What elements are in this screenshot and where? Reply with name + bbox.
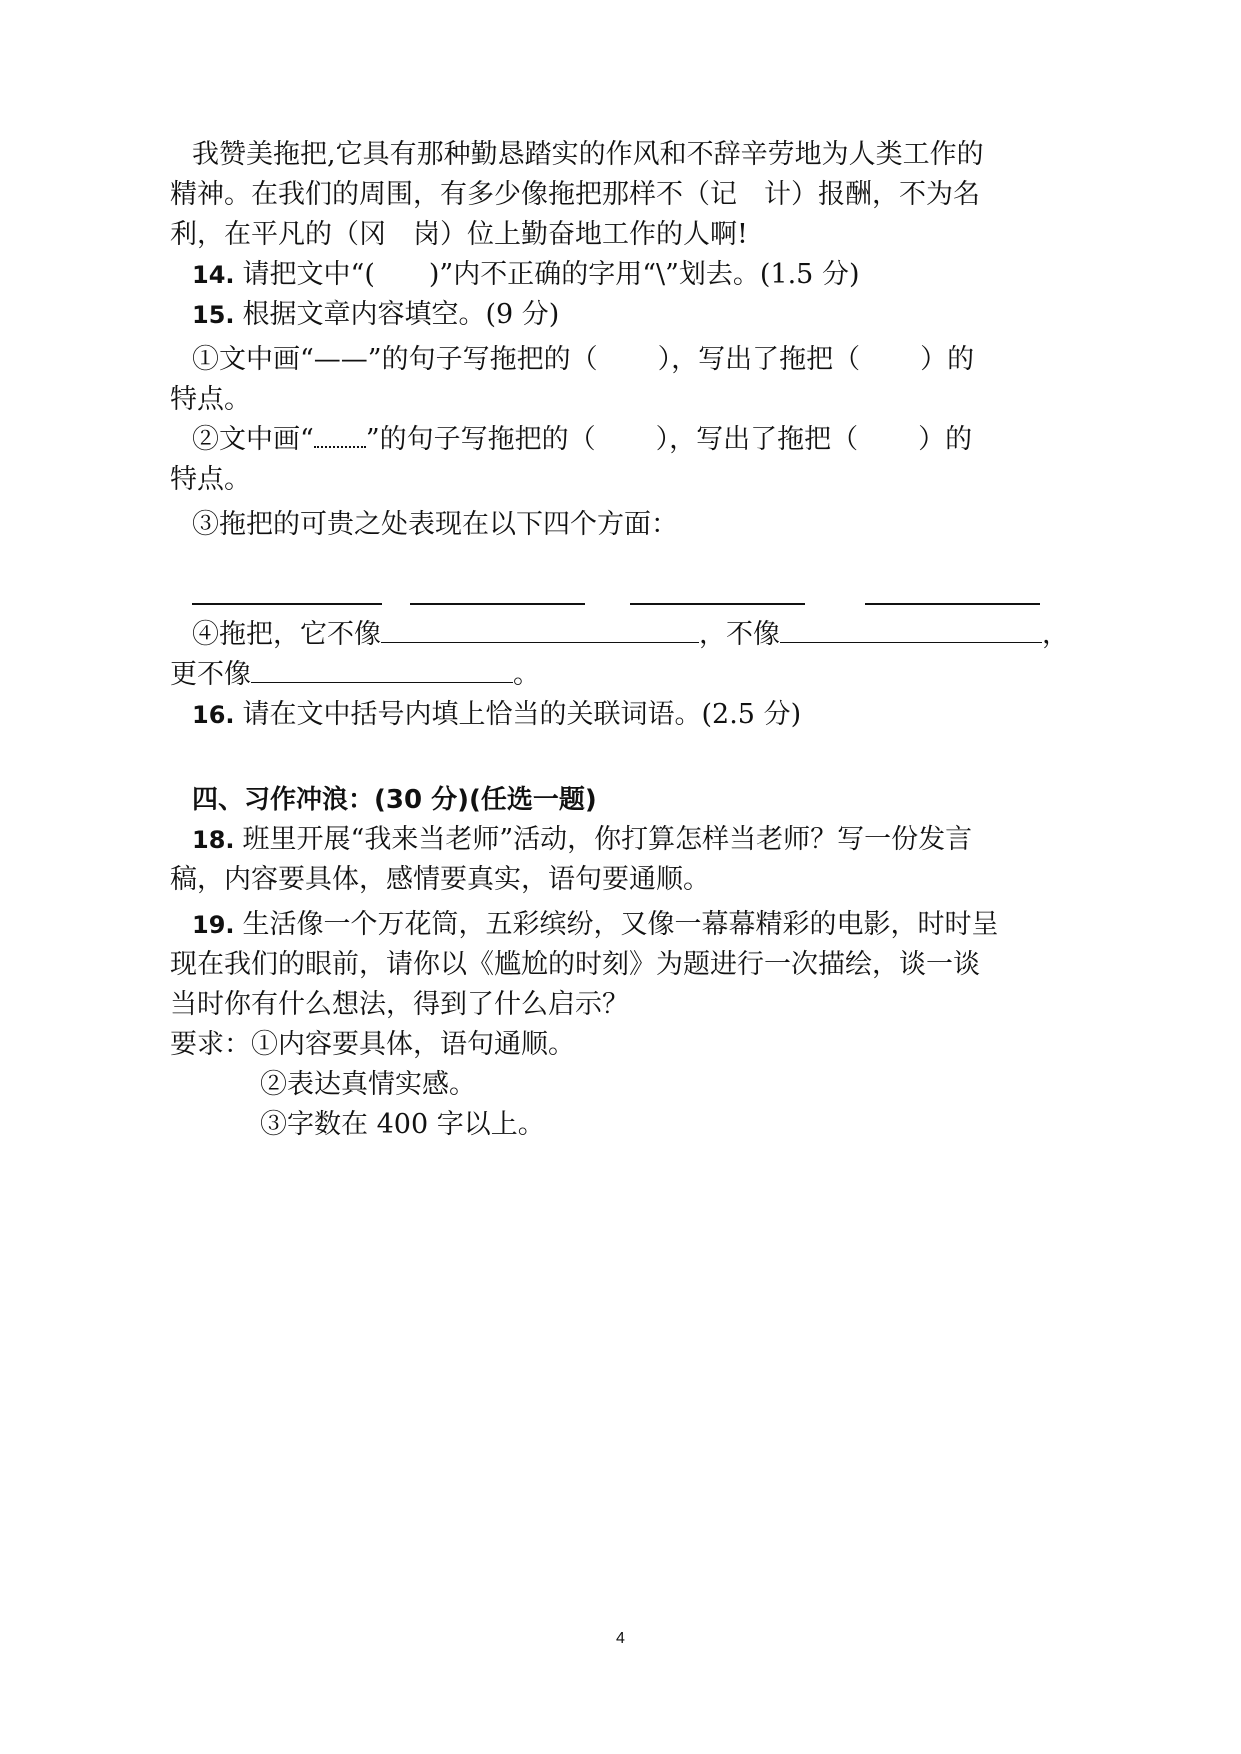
question-19-requirement-3: ③字数在 400 字以上。 xyxy=(260,1109,545,1140)
answer-line[interactable] xyxy=(865,603,1040,605)
fill-blank[interactable] xyxy=(381,616,699,643)
question-text: 请在文中括号内填上恰当的关联词语。(2.5 分) xyxy=(242,699,802,730)
q15-item-2-cont: 特点。 xyxy=(170,464,251,495)
question-number: 18. xyxy=(192,826,235,854)
question-text: 请把文中“( )”内不正确的字用“\”划去。(1.5 分) xyxy=(242,259,860,290)
q15-item-2-part-d: ）的 xyxy=(918,424,973,455)
q15-item-1-part-c: ）的 xyxy=(920,344,975,375)
q15-item-4-cont-a: 更不像 xyxy=(170,659,251,690)
q15-item-4-cont xyxy=(170,655,1070,695)
q15-item-2-part-b: ”的句子写拖把的（ xyxy=(365,424,596,455)
q15-item-2-part-a: ②文中画“ xyxy=(192,424,314,455)
question-14 xyxy=(192,255,1092,295)
passage-line-2: 精神。在我们的周围，有多少像拖把那样不（记 计）报酬，不为名 xyxy=(170,179,980,210)
q15-item-1-part-b: ），写出了拖把（ xyxy=(657,344,861,375)
wavy-underline-mark xyxy=(314,426,366,448)
answer-line[interactable] xyxy=(410,603,585,605)
question-number: 16. xyxy=(192,701,235,729)
question-16 xyxy=(192,695,1092,735)
q15-item-3: ③拖把的可贵之处表现在以下四个方面： xyxy=(192,509,678,540)
question-19-line-2: 现在我们的眼前，请你以《尴尬的时刻》为题进行一次描绘，谈一谈 xyxy=(170,949,980,980)
question-number: 19. xyxy=(192,911,235,939)
question-15 xyxy=(192,295,1092,335)
q15-item-1-part-a: ①文中画“——”的句子写拖把的（ xyxy=(192,344,598,375)
q15-item-4-cont-b: 。 xyxy=(513,659,540,690)
q15-item-1-cont: 特点。 xyxy=(170,384,251,415)
question-number: 15. xyxy=(192,301,235,329)
question-18 xyxy=(192,820,1092,860)
question-text: 生活像一个万花筒，五彩缤纷，又像一幕幕精彩的电影，时时呈 xyxy=(242,909,999,940)
question-number: 14. xyxy=(192,261,235,289)
question-19 xyxy=(192,905,1092,945)
q15-item-4 xyxy=(192,615,1092,655)
page-number: 4 xyxy=(616,1630,625,1647)
q15-item-2-part-c: ），写出了拖把（ xyxy=(655,424,859,455)
fill-blank[interactable] xyxy=(251,656,513,683)
question-18-line-2: 稿，内容要具体，感情要真实，语句要通顺。 xyxy=(170,864,710,895)
q15-item-1 xyxy=(192,340,1092,380)
answer-line[interactable] xyxy=(630,603,805,605)
section-4-heading: 四、习作冲浪：(30 分)(任选一题) xyxy=(192,785,597,815)
q15-item-4-part-b: ，不像 xyxy=(699,619,780,650)
question-text: 根据文章内容填空。(9 分) xyxy=(242,299,560,330)
q15-item-4-part-c: ， xyxy=(1042,619,1069,650)
answer-line[interactable] xyxy=(192,603,382,605)
passage-line-1: 我赞美拖把,它具有那种勤恳踏实的作风和不辞辛劳地为人类工作的 xyxy=(192,139,984,170)
fill-blank[interactable] xyxy=(780,616,1042,643)
q15-item-4-part-a: ④拖把，它不像 xyxy=(192,619,381,650)
question-19-line-3: 当时你有什么想法，得到了什么启示？ xyxy=(170,989,629,1020)
q15-item-2 xyxy=(192,420,1092,460)
question-text: 班里开展“我来当老师”活动，你打算怎样当老师？写一份发言 xyxy=(242,824,973,855)
question-19-requirement-1: 要求：①内容要具体，语句通顺。 xyxy=(170,1029,575,1060)
question-19-requirement-2: ②表达真情实感。 xyxy=(260,1069,476,1100)
passage-line-3: 利，在平凡的（冈 岗）位上勤奋地工作的人啊! xyxy=(170,219,748,250)
